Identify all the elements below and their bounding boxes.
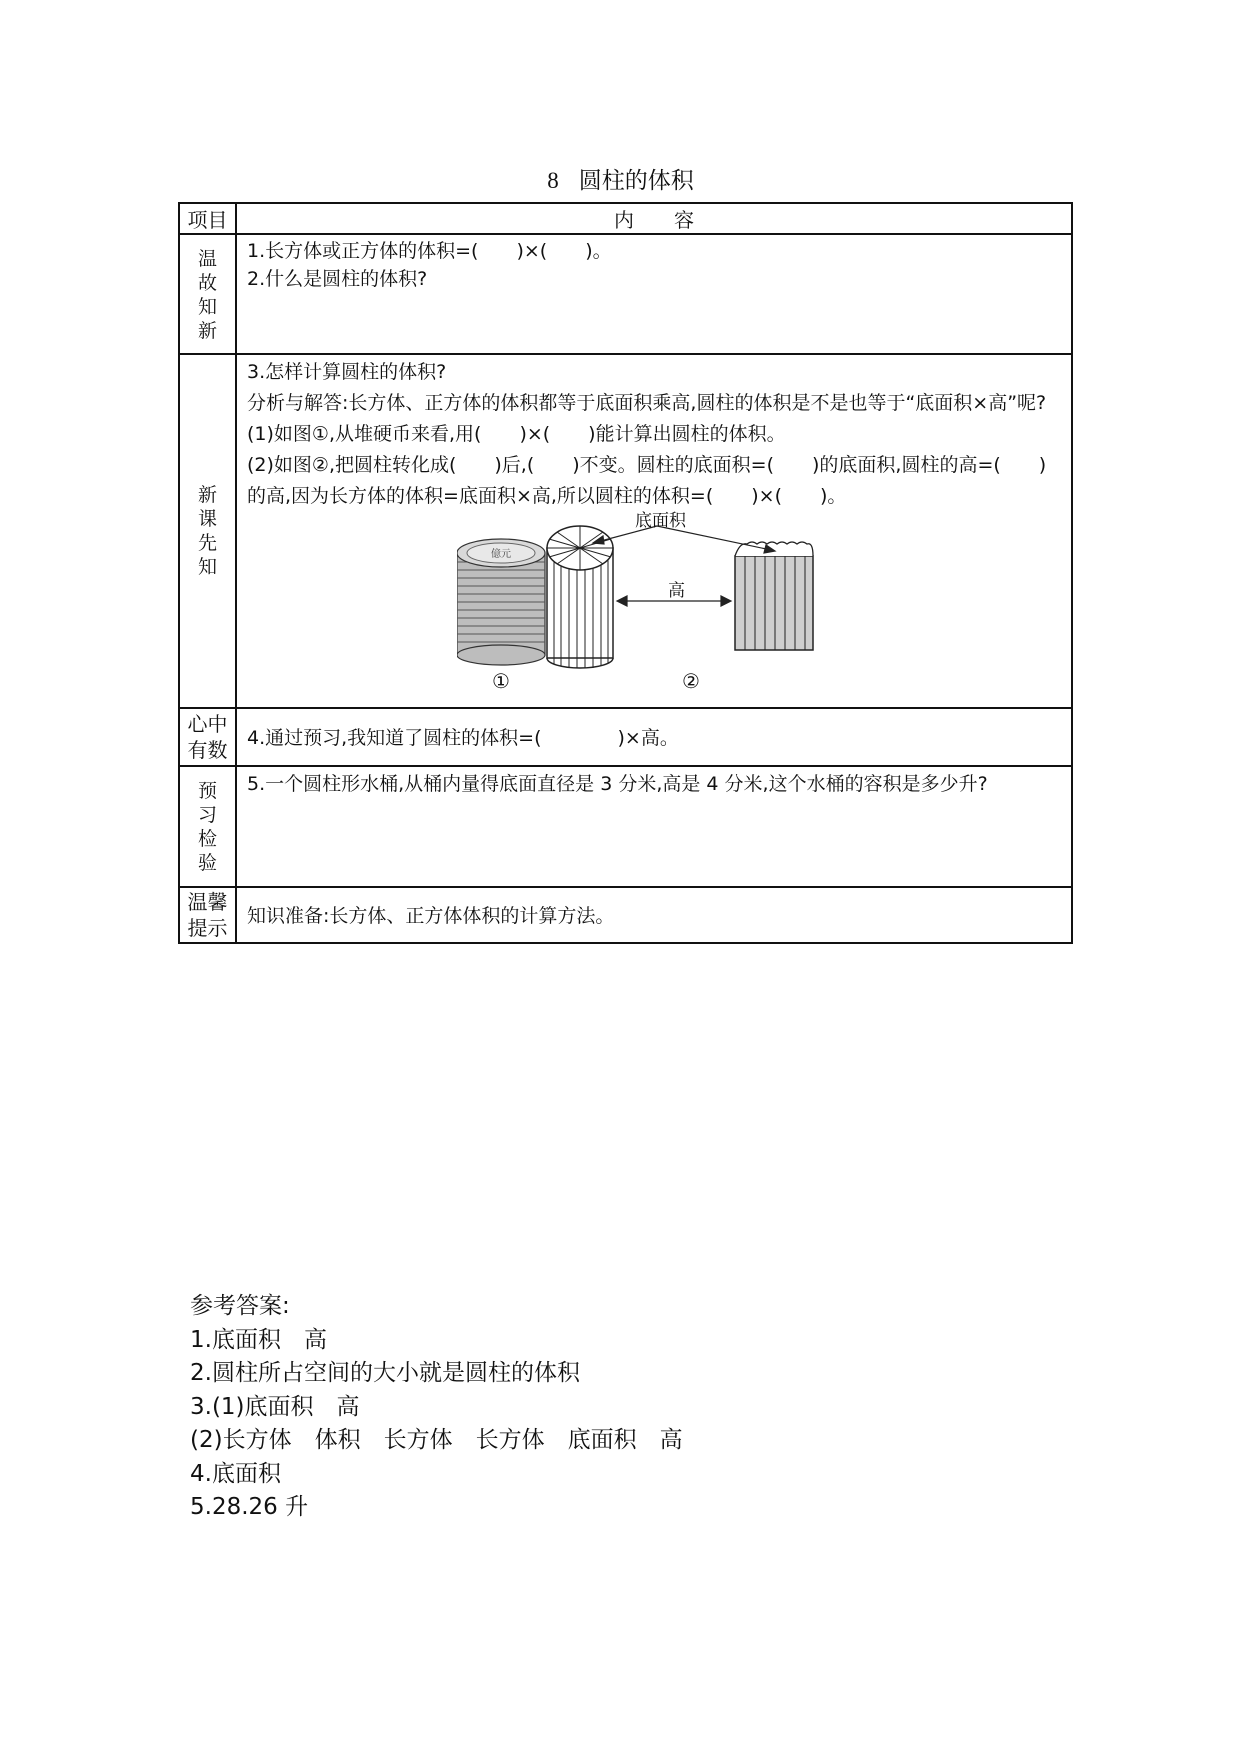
worksheet-table <box>178 202 1073 944</box>
row-content-tip <box>236 887 1072 943</box>
header-content: 内 容 <box>236 203 1072 234</box>
part-1-text: (1)如图①,从堆硬币来看,用( )×( )能计算出圆柱的体积。 <box>247 423 786 445</box>
label-base-area: 底面积 <box>635 511 686 531</box>
part-2-text: (2)如图②,把圆柱转化成( )后,( )不变。圆柱的底面积=( )的底面积,圆柱的高=( )的高,因为长方体的体积=底面积×高,所以圆柱的体积=( )×( )。 <box>247 454 1047 507</box>
figure-drawing <box>457 518 977 688</box>
row-check <box>179 766 1072 887</box>
answer-line: 5.28.26 升 <box>190 1494 309 1520</box>
question-2: 2.什么是圆柱的体积? <box>247 268 428 290</box>
label-new-text: 新课先知 <box>197 484 217 578</box>
coin-face-text: 億元 <box>491 549 511 560</box>
question-4: 4.通过预习,我知道了圆柱的体积=( )×高。 <box>247 727 679 749</box>
page-title <box>0 162 1241 195</box>
rearranged-prism-image <box>735 542 813 650</box>
answer-line: (2)长方体 体积 长方体 长方体 底面积 高 <box>190 1427 683 1453</box>
section-number: 8 <box>547 168 559 193</box>
row-content-check <box>236 766 1072 887</box>
row-label-know <box>179 708 236 766</box>
row-content-review <box>236 234 1072 354</box>
section-title: 圆柱的体积 <box>578 168 694 194</box>
row-content-know <box>236 708 1072 766</box>
row-new <box>179 354 1072 708</box>
row-content-new <box>236 354 1072 708</box>
row-label-review <box>179 234 236 354</box>
row-tip <box>179 887 1072 943</box>
question-5: 5.一个圆柱形水桶,从桶内量得底面直径是 3 分米,高是 4 分米,这个水桶的容积是多少升? <box>247 773 988 795</box>
row-review <box>179 234 1072 354</box>
label-figure-2: ② <box>682 669 700 693</box>
row-label-tip <box>179 887 236 943</box>
question-3: 3.怎样计算圆柱的体积? <box>247 361 447 383</box>
label-review-text: 温故知新 <box>197 248 217 342</box>
row-label-new <box>179 354 236 708</box>
answer-line: 4.底面积 <box>190 1460 281 1487</box>
answer-key <box>190 1290 683 1525</box>
label-check-text: 预习检验 <box>197 780 217 874</box>
row-know <box>179 708 1072 766</box>
label-tip-text: 温馨提示 <box>187 890 228 940</box>
cylinder-figure <box>457 511 977 693</box>
row-label-check <box>179 766 236 887</box>
question-1: 1.长方体或正方体的体积=( )×( )。 <box>247 240 612 262</box>
answer-heading: 参考答案: <box>190 1293 290 1319</box>
analysis-text: 分析与解答:长方体、正方体的体积都等于底面积乘高,圆柱的体积是不是也等于“底面积×高”呢? <box>247 392 1047 414</box>
label-height: 高 <box>668 581 685 601</box>
answer-line: 3.(1)底面积 高 <box>190 1393 360 1420</box>
sliced-cylinder-image <box>547 526 613 668</box>
label-know-text: 心中有数 <box>187 712 228 762</box>
header-item: 项目 <box>179 203 236 234</box>
answer-line: 1.底面积 高 <box>190 1326 327 1353</box>
label-figure-1: ① <box>492 669 510 693</box>
answer-line: 2.圆柱所占空间的大小就是圆柱的体积 <box>190 1360 580 1386</box>
coin-stack-image <box>457 539 545 665</box>
tip-text: 知识准备:长方体、正方体体积的计算方法。 <box>247 905 615 927</box>
table-header-row <box>179 203 1072 234</box>
